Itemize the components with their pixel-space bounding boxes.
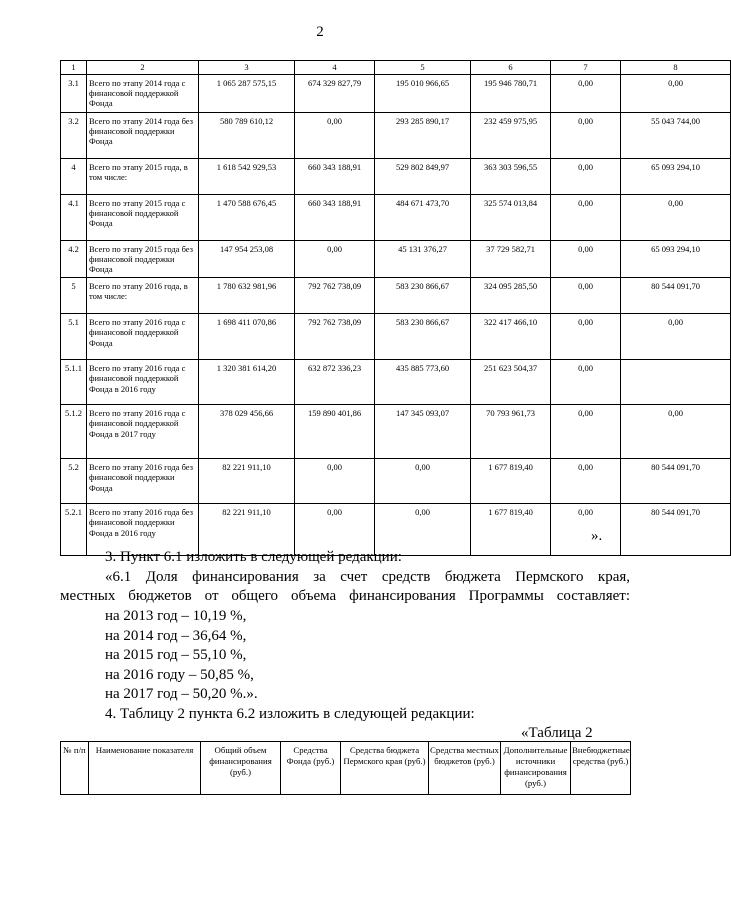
additional-sources-amount: 0,00 <box>551 360 621 405</box>
fund-amount: 0,00 <box>295 112 375 158</box>
header-cell-local-budget: Средства местных бюджетов (руб.) <box>429 742 501 795</box>
row-number: 4.2 <box>61 240 87 278</box>
local-budget-amount: 251 623 504,37 <box>471 360 551 405</box>
regional-budget-amount: 195 010 966,65 <box>375 75 471 113</box>
total-amount: 580 789 610,12 <box>199 112 295 158</box>
regional-budget-amount: 583 230 866,67 <box>375 314 471 360</box>
quote-line-1: «6.1 Доля финансирования за счет средств бюджета Пермского края, <box>105 569 630 585</box>
local-budget-amount: 195 946 780,71 <box>471 75 551 113</box>
total-amount: 82 221 911,10 <box>199 459 295 504</box>
table-header-row <box>61 61 731 75</box>
table-row <box>61 278 731 314</box>
total-amount: 1 320 381 614,20 <box>199 360 295 405</box>
row-number: 3.2 <box>61 112 87 158</box>
regional-budget-amount: 45 131 376,27 <box>375 240 471 278</box>
local-budget-amount: 324 095 285,50 <box>471 278 551 314</box>
year-share-2015: на 2015 год – 55,10 %, <box>105 647 247 663</box>
total-amount: 1 618 542 929,53 <box>199 158 295 194</box>
extrabudgetary-amount: 80 544 091,70 <box>621 459 731 504</box>
table-row <box>61 314 731 360</box>
regional-budget-amount: 484 671 473,70 <box>375 194 471 240</box>
column-number: 3 <box>199 61 295 75</box>
additional-sources-amount: 0,00 <box>551 158 621 194</box>
row-number: 4.1 <box>61 194 87 240</box>
extrabudgetary-amount: 65 093 294,10 <box>621 240 731 278</box>
fund-amount: 660 343 188,91 <box>295 158 375 194</box>
local-budget-amount: 325 574 013,84 <box>471 194 551 240</box>
header-cell-number: № п/п <box>61 742 89 795</box>
extrabudgetary-amount <box>621 360 731 405</box>
extrabudgetary-amount: 80 544 091,70 <box>621 504 731 556</box>
row-number: 5.2 <box>61 459 87 504</box>
extrabudgetary-amount: 65 093 294,10 <box>621 158 731 194</box>
fund-amount: 0,00 <box>295 459 375 504</box>
local-budget-amount: 1 677 819,40 <box>471 504 551 556</box>
table-2-label: «Таблица 2 <box>521 725 593 741</box>
table-row <box>61 405 731 459</box>
extrabudgetary-amount: 0,00 <box>621 194 731 240</box>
header-cell-total: Общий объем финансирования (руб.) <box>201 742 281 795</box>
total-amount: 378 029 456,66 <box>199 405 295 459</box>
additional-sources-amount: 0,00 <box>551 278 621 314</box>
year-share-2013: на 2013 год – 10,19 %, <box>105 608 247 624</box>
row-number: 5.1.2 <box>61 405 87 459</box>
additional-sources-amount: 0,00 <box>551 112 621 158</box>
total-amount: 1 065 287 575,15 <box>199 75 295 113</box>
row-number: 3.1 <box>61 75 87 113</box>
column-number: 7 <box>551 61 621 75</box>
column-number: 1 <box>61 61 87 75</box>
table-row <box>61 194 731 240</box>
total-amount: 1 470 588 676,45 <box>199 194 295 240</box>
row-number: 5.1 <box>61 314 87 360</box>
extrabudgetary-amount: 0,00 <box>621 314 731 360</box>
indicator-name: Всего по этапу 2016 года без финансовой поддержки Фонда в 2016 году <box>87 504 199 556</box>
indicator-name: Всего по этапу 2016 года с финансовой поддержкой Фонда <box>87 314 199 360</box>
year-share-2016: на 2016 году – 50,85 %, <box>105 667 254 683</box>
table-row <box>61 459 731 504</box>
regional-budget-amount: 529 802 849,97 <box>375 158 471 194</box>
regional-budget-amount: 435 885 773,60 <box>375 360 471 405</box>
indicator-name: Всего по этапу 2014 года без финансовой поддержки Фонда <box>87 112 199 158</box>
local-budget-amount: 322 417 466,10 <box>471 314 551 360</box>
header-cell-extrabudgetary: Внебюджетные средства (руб.) <box>571 742 631 795</box>
regional-budget-amount: 293 285 890,17 <box>375 112 471 158</box>
table-2-header-row <box>61 742 631 795</box>
row-number: 5.2.1 <box>61 504 87 556</box>
quote-line-2: местных бюджетов от общего объема финансирования Программы составляет: <box>60 588 630 604</box>
indicator-name: Всего по этапу 2016 года с финансовой поддержкой Фонда в 2016 году <box>87 360 199 405</box>
local-budget-amount: 1 677 819,40 <box>471 459 551 504</box>
indicator-name: Всего по этапу 2016 года, в том числе: <box>87 278 199 314</box>
table-row <box>61 112 731 158</box>
column-number: 8 <box>621 61 731 75</box>
closing-quote: ». <box>591 528 603 544</box>
additional-sources-amount: 0,00 <box>551 240 621 278</box>
indicator-name: Всего по этапу 2016 года с финансовой поддержкой Фонда в 2017 году <box>87 405 199 459</box>
financing-table <box>60 60 731 556</box>
column-number: 6 <box>471 61 551 75</box>
fund-amount: 674 329 827,79 <box>295 75 375 113</box>
local-budget-amount: 70 793 961,73 <box>471 405 551 459</box>
local-budget-amount: 232 459 975,95 <box>471 112 551 158</box>
table-row <box>61 360 731 405</box>
year-share-2017: на 2017 год – 50,20 %.». <box>105 686 258 702</box>
extrabudgetary-amount: 55 043 744,00 <box>621 112 731 158</box>
fund-amount: 632 872 336,23 <box>295 360 375 405</box>
page-number: 2 <box>316 24 324 40</box>
table-row <box>61 75 731 113</box>
regional-budget-amount: 583 230 866,67 <box>375 278 471 314</box>
additional-sources-amount: 0,00 <box>551 459 621 504</box>
total-amount: 1 698 411 070,86 <box>199 314 295 360</box>
item-4-text: 4. Таблицу 2 пункта 6.2 изложить в следующей редакции: <box>105 706 475 722</box>
year-share-2014: на 2014 год – 36,64 %, <box>105 628 247 644</box>
extrabudgetary-amount: 0,00 <box>621 405 731 459</box>
fund-amount: 792 762 738,09 <box>295 314 375 360</box>
regional-budget-amount: 0,00 <box>375 504 471 556</box>
local-budget-amount: 37 729 582,71 <box>471 240 551 278</box>
fund-amount: 159 890 401,86 <box>295 405 375 459</box>
extrabudgetary-amount: 0,00 <box>621 75 731 113</box>
row-number: 5 <box>61 278 87 314</box>
column-number: 2 <box>87 61 199 75</box>
extrabudgetary-amount: 80 544 091,70 <box>621 278 731 314</box>
regional-budget-amount: 0,00 <box>375 459 471 504</box>
additional-sources-amount: 0,00 <box>551 75 621 113</box>
regional-budget-amount: 147 345 093,07 <box>375 405 471 459</box>
additional-sources-amount: 0,00 <box>551 504 621 556</box>
fund-amount: 0,00 <box>295 240 375 278</box>
indicator-name: Всего по этапу 2016 года без финансовой поддержки Фонда <box>87 459 199 504</box>
total-amount: 147 954 253,08 <box>199 240 295 278</box>
additional-sources-amount: 0,00 <box>551 194 621 240</box>
table-row <box>61 158 731 194</box>
header-cell-indicator: Наименование показателя <box>89 742 201 795</box>
indicator-name: Всего по этапу 2014 года с финансовой поддержкой Фонда <box>87 75 199 113</box>
column-number: 5 <box>375 61 471 75</box>
local-budget-amount: 363 303 596,55 <box>471 158 551 194</box>
header-cell-regional-budget: Средства бюджета Пермского края (руб.) <box>341 742 429 795</box>
additional-sources-amount: 0,00 <box>551 405 621 459</box>
additional-sources-amount: 0,00 <box>551 314 621 360</box>
indicator-name: Всего по этапу 2015 года, в том числе: <box>87 158 199 194</box>
item-3-text: 3. Пункт 6.1 изложить в следующей редакции: <box>105 549 402 565</box>
table-row <box>61 240 731 278</box>
fund-amount: 0,00 <box>295 504 375 556</box>
column-number: 4 <box>295 61 375 75</box>
total-amount: 82 221 911,10 <box>199 504 295 556</box>
indicator-name: Всего по этапу 2015 года без финансовой поддержки Фонда <box>87 240 199 278</box>
fund-amount: 792 762 738,09 <box>295 278 375 314</box>
header-cell-fund: Средства Фонда (руб.) <box>281 742 341 795</box>
indicator-name: Всего по этапу 2015 года с финансовой поддержкой Фонда <box>87 194 199 240</box>
total-amount: 1 780 632 981,96 <box>199 278 295 314</box>
row-number: 5.1.1 <box>61 360 87 405</box>
table-2 <box>60 741 631 795</box>
fund-amount: 660 343 188,91 <box>295 194 375 240</box>
header-cell-additional-sources: Дополнительные источники финансирования (руб.) <box>501 742 571 795</box>
row-number: 4 <box>61 158 87 194</box>
